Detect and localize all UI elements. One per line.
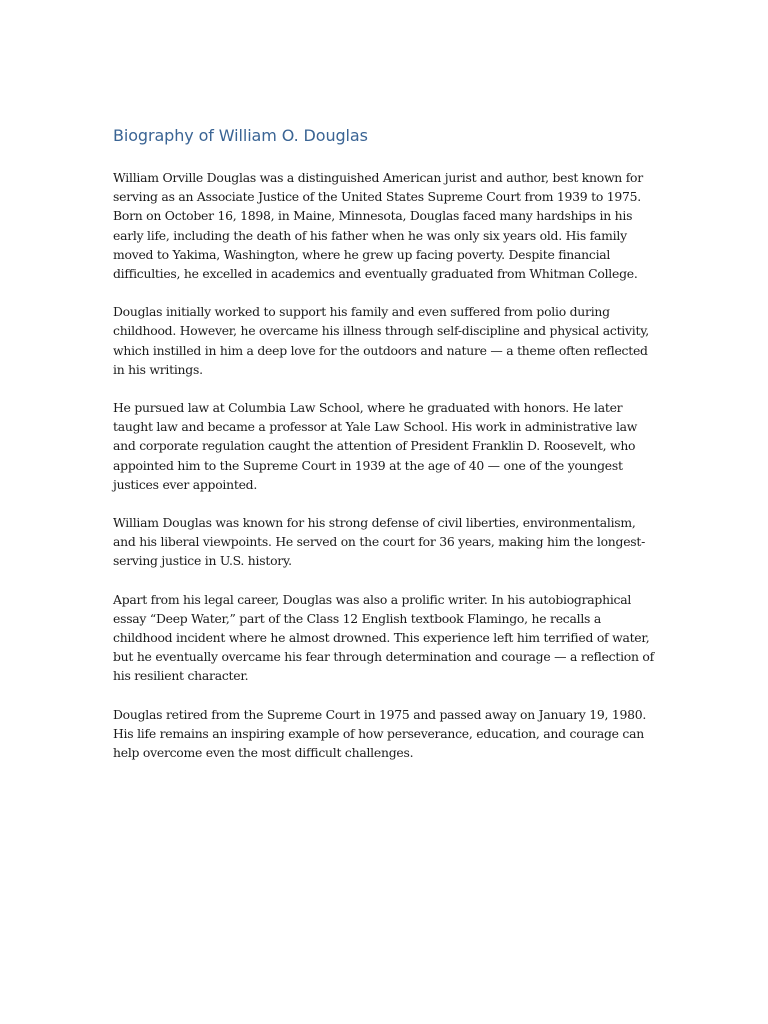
paragraph-civil-liberties: William Douglas was known for his strong defense of civil liberties, environmentalism, and his liberal viewpoints. He served on the court for 36 years, making him the longest-serving justice in U.S. history. bbox=[113, 515, 646, 569]
document-title: Biography of William O. Douglas bbox=[113, 126, 368, 145]
paragraph-childhood: Douglas initially worked to support his family and even suffered from polio during childhood. However, he overcame his illness through self-discipline and physical activity, which instilled in him a deep love for the outdoors and nature — a theme often reflected in his writings. bbox=[113, 304, 649, 377]
paragraph-law-career: He pursued law at Columbia Law School, where he graduated with honors. He later taught law and became a professor at Yale Law School. His work in administrative law and corporate regulation caught the attention of President Franklin D. Roosevelt, who appointed him to the Supreme Court in 1939 at the age of 40 — one of the youngest justices ever appointed. bbox=[113, 400, 638, 492]
document-body bbox=[113, 124, 658, 781]
paragraph-early-life: William Orville Douglas was a distinguished American jurist and author, best known for serving as an Associate Justice of the United States Supreme Court from 1939 to 1975. Born on October 16, 1898, in Maine, Minnesota, Douglas faced many hardships in his early life, including the death of his father when he was only six years old. His family moved to Yakima, Washington, where he grew up facing poverty. Despite financial difficulties, he excelled in academics and eventually graduated from Whitman College. bbox=[113, 170, 643, 282]
paragraph-writer: Apart from his legal career, Douglas was also a prolific writer. In his autobiographical essay “Deep Water,” part of the Class 12 English textbook Flamingo, he recalls a childhood incident where he almost drowned. This experience left him terrified of water, but he eventually overcame his fear through determination and courage — a reflection of his resilient character. bbox=[113, 591, 654, 684]
paragraph-retirement: Douglas retired from the Supreme Court in 1975 and passed away on January 19, 1980. His life remains an inspiring example of how perseverance, education, and courage can help overcome even the most difficult challenges. bbox=[113, 706, 647, 761]
